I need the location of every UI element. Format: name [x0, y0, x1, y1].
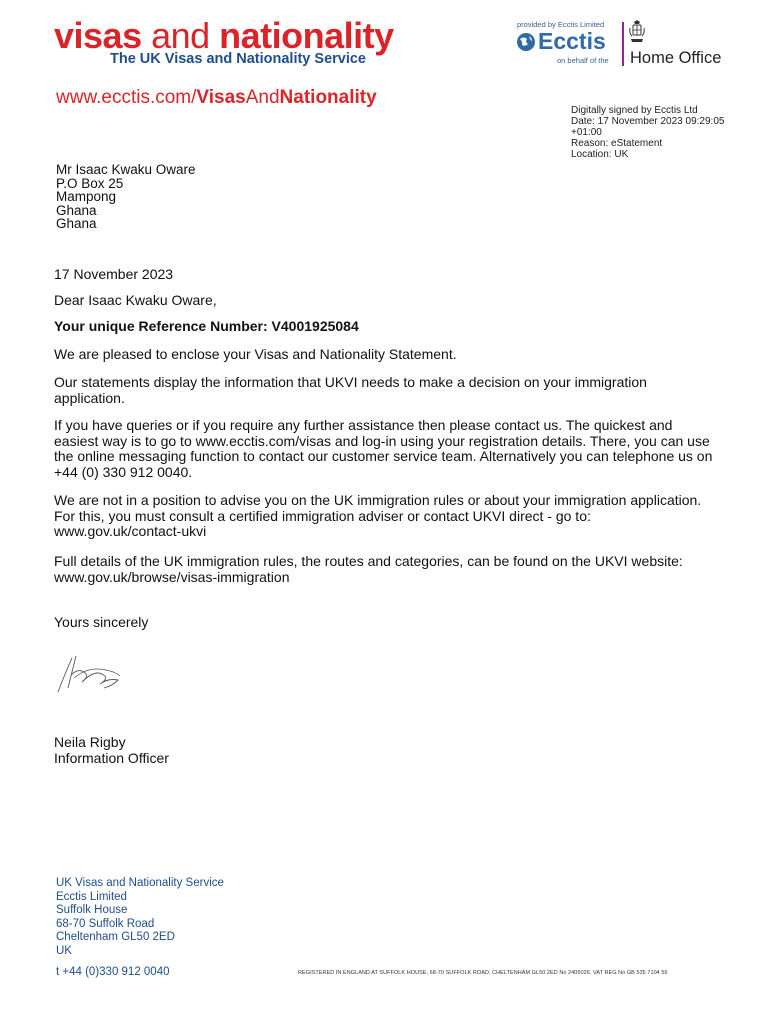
paragraph-4 — [54, 493, 714, 540]
url-visas: Visas — [196, 87, 246, 108]
closing — [54, 615, 714, 631]
crest-icon — [628, 20, 646, 46]
address-line: Mampong — [56, 189, 117, 204]
brand-url[interactable] — [56, 87, 377, 109]
signature-line: Reason: eStatement — [571, 138, 663, 149]
partner-logos — [512, 18, 732, 70]
date-text: 17 November 2023 — [54, 266, 174, 282]
footer-address — [56, 877, 224, 958]
paragraph-text: Full details of the UK immigration rules, the routes and categories, can be found on the UKVI website: www.gov.uk/browse/visas-immigration — [54, 553, 683, 585]
provided-by-text: provided by Ecctis Limited — [517, 20, 605, 29]
digital-signature-stamp — [571, 105, 751, 160]
brand-title — [54, 16, 394, 56]
brand-word-visas: visas — [54, 15, 142, 56]
signature-line: +01:00 — [571, 127, 602, 138]
recipient-address — [56, 163, 196, 231]
paragraph-5 — [54, 554, 714, 585]
globe-icon — [516, 32, 536, 52]
recipient-name: Mr Isaac Kwaku Oware — [56, 162, 196, 177]
signer-title: Information Officer — [54, 749, 169, 766]
brand-subtitle: The UK Visas and Nationality Service — [110, 51, 366, 67]
signature-line: Date: 17 November 2023 09:29:05 — [571, 116, 725, 127]
paragraph-text: We are pleased to enclose your Visas and Nationality Statement. — [54, 346, 457, 362]
address-line: Ghana — [56, 202, 97, 218]
letter-date — [54, 267, 714, 283]
ecctis-wordmark: Ecctis — [538, 28, 606, 54]
home-office-wordmark: Home Office — [630, 49, 722, 67]
paragraph-text: If you have queries or if you require any further assistance then please contact us. The quickest and easiest way is to go to www.ecctis.com/visas and log-in using your registration details. There, you can use the online messaging function to contact our customer service team. Alternatively you can telephone us on +44 (0) 330 912 0040. — [54, 417, 713, 480]
signature-line: Location: UK — [571, 149, 629, 160]
url-nationality: Nationality — [279, 87, 377, 108]
salutation-text: Dear Isaac Kwaku Oware, — [54, 292, 217, 308]
address-line: Ghana — [56, 216, 97, 231]
handwritten-signature — [54, 648, 126, 698]
footer-line: UK Visas and Nationality Service — [56, 877, 224, 889]
footer-registration: REGISTERED IN ENGLAND AT SUFFOLK HOUSE, 68-70 SUFFOLK ROAD, CHELTENHAM GL50 2ED No 2405026. VAT REG No GB 535 7104 56 — [298, 970, 668, 976]
paragraph-text: We are not in a position to advise you on the UK immigration rules or about your immigration application. For this, you must consult a certified immigration adviser or contact UKVI direct - go to: www.gov.uk/contact-ukvi — [54, 492, 702, 539]
salutation — [54, 293, 714, 309]
signer-block — [54, 735, 714, 766]
footer-line: Ecctis Limited — [56, 890, 127, 903]
reference-number — [54, 319, 714, 335]
on-behalf-text: on behalf of the — [557, 56, 609, 65]
logo-divider — [622, 22, 624, 66]
paragraph-3 — [54, 418, 714, 480]
footer-line: 68-70 Suffolk Road — [56, 917, 155, 930]
signature-line: Digitally signed by Ecctis Ltd — [571, 105, 698, 116]
paragraph-2 — [54, 375, 714, 406]
footer-line: UK — [56, 944, 72, 957]
paragraph-1 — [54, 347, 714, 363]
signer-name: Neila Rigby — [54, 734, 126, 750]
closing-text: Yours sincerely — [54, 614, 149, 630]
brand-word-and: and — [141, 15, 220, 56]
url-prefix: www.ecctis.com/ — [56, 87, 197, 108]
footer-line: Cheltenham GL50 2ED — [56, 931, 175, 943]
address-line: P.O Box 25 — [56, 175, 124, 191]
brand-word-nationality: nationality — [219, 15, 394, 56]
paragraph-text: Our statements display the information that UKVI needs to make a decision on your immigration application. — [54, 374, 647, 406]
url-and: And — [245, 87, 280, 108]
reference-text: Your unique Reference Number: V4001925084 — [54, 318, 359, 334]
footer-line: Suffolk House — [56, 904, 128, 916]
footer-phone: t +44 (0)330 912 0040 — [56, 966, 170, 978]
